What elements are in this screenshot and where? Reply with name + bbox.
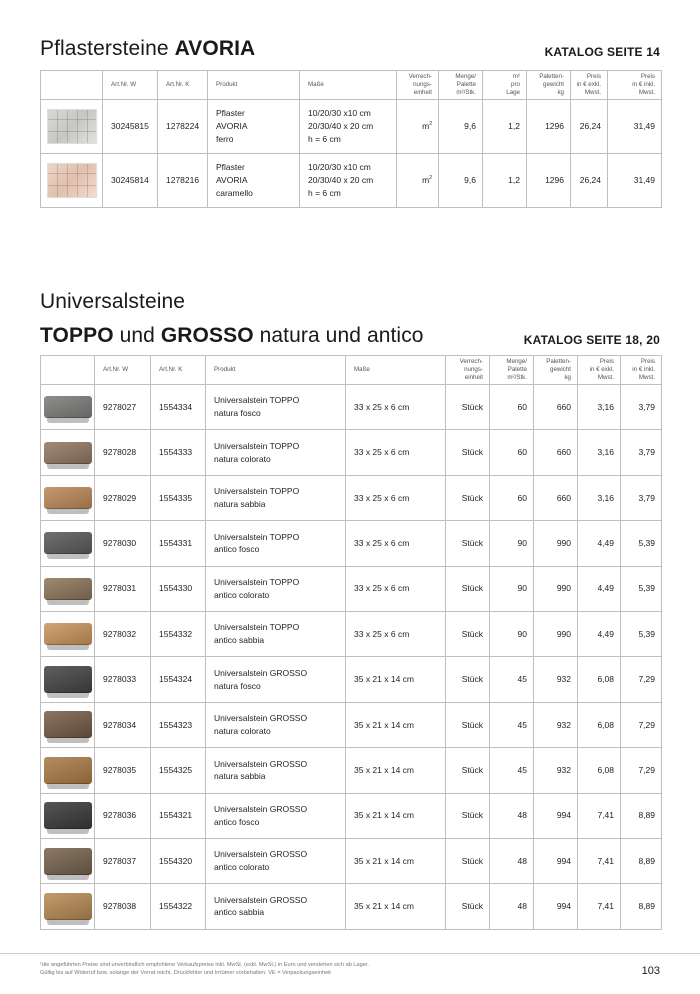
product-image-stone — [44, 666, 92, 693]
section-universalsteine-subtitle: TOPPO und GROSSO natura und antico — [40, 324, 424, 347]
header-einheit: Verrech- nungs- einheit — [446, 356, 490, 385]
produkt-cell: Universalstein TOPPO antico colorato — [206, 566, 346, 611]
table-row — [41, 702, 662, 747]
header-m2-lage: m² pro Lage — [483, 71, 527, 100]
gewicht-cell: 932 — [534, 748, 578, 793]
artnr-w-cell: 9278033 — [95, 657, 151, 702]
einheit-cell: Stück — [446, 748, 490, 793]
menge-cell: 60 — [490, 385, 534, 430]
artnr-w-cell: 9278037 — [95, 838, 151, 883]
masse-cell: 35 x 21 x 14 cm — [346, 748, 446, 793]
gewicht-cell: 660 — [534, 475, 578, 520]
product-image-stone — [44, 802, 92, 829]
masse-cell: 33 x 25 x 6 cm — [346, 611, 446, 656]
produkt-cell: Universalstein GROSSO antico colorato — [206, 838, 346, 883]
gewicht-cell: 994 — [534, 884, 578, 929]
masse-cell: 33 x 25 x 6 cm — [346, 521, 446, 566]
produkt-cell: Universalstein GROSSO natura fosco — [206, 657, 346, 702]
masse-cell: 33 x 25 x 6 cm — [346, 475, 446, 520]
preis-inkl-cell: 3,79 — [621, 430, 662, 475]
table-row — [41, 838, 662, 883]
einheit-cell: Stück — [446, 838, 490, 883]
product-image-avoria-caramello — [47, 163, 97, 198]
table-row — [41, 100, 662, 154]
m2-lage-cell: 1,2 — [483, 100, 527, 154]
preis-inkl-cell: 31,49 — [608, 100, 662, 154]
preis-exkl-cell: 4,49 — [578, 521, 621, 566]
einheit-cell: $m^2$ — [397, 100, 439, 154]
einheit-cell: Stück — [446, 611, 490, 656]
masse-cell: 33 x 25 x 6 cm — [346, 566, 446, 611]
produkt-cell: Pflaster AVORIA ferro — [208, 100, 300, 154]
header-artnr-k: Art.Nr. K — [158, 71, 208, 100]
gewicht-cell: 990 — [534, 611, 578, 656]
artnr-w-cell: 9278029 — [95, 475, 151, 520]
masse-cell: 10/20/30 x10 cm 20/30/40 x 20 cm h = 6 cm — [300, 100, 397, 154]
preis-inkl-cell: 7,29 — [621, 702, 662, 747]
table-row — [41, 657, 662, 702]
preis-inkl-cell: 8,89 — [621, 838, 662, 883]
menge-cell: 90 — [490, 521, 534, 566]
menge-cell: 90 — [490, 566, 534, 611]
product-image-stone — [44, 623, 92, 645]
header-produkt: Produkt — [206, 356, 346, 385]
masse-cell: 35 x 21 x 14 cm — [346, 702, 446, 747]
artnr-w-cell: 9278031 — [95, 566, 151, 611]
preis-inkl-cell: 8,89 — [621, 793, 662, 838]
table-row — [41, 611, 662, 656]
header-menge: Menge/ Palette m²/Stk. — [490, 356, 534, 385]
header-gewicht: Paletten- gewicht kg — [534, 356, 578, 385]
artnr-k-cell: 1554325 — [151, 748, 206, 793]
produkt-cell: Universalstein GROSSO natura colorato — [206, 702, 346, 747]
menge-cell: 45 — [490, 657, 534, 702]
einheit-cell: Stück — [446, 702, 490, 747]
preis-exkl-cell: 7,41 — [578, 884, 621, 929]
menge-cell: 48 — [490, 884, 534, 929]
einheit-cell: Stück — [446, 430, 490, 475]
artnr-w-cell: 9278035 — [95, 748, 151, 793]
product-image-stone — [44, 487, 92, 509]
artnr-k-cell: 1554320 — [151, 838, 206, 883]
product-image-stone — [44, 893, 92, 920]
produkt-cell: Universalstein TOPPO antico fosco — [206, 521, 346, 566]
artnr-k-cell: 1554333 — [151, 430, 206, 475]
produkt-cell: Pflaster AVORIA caramello — [208, 154, 300, 208]
artnr-k-cell: 1554321 — [151, 793, 206, 838]
preis-exkl-cell: 6,08 — [578, 748, 621, 793]
masse-cell: 33 x 25 x 6 cm — [346, 430, 446, 475]
preis-inkl-cell: 3,79 — [621, 475, 662, 520]
preis-inkl-cell: 31,49 — [608, 154, 662, 208]
einheit-cell: Stück — [446, 521, 490, 566]
product-image-stone — [44, 578, 92, 600]
einheit-cell: Stück — [446, 566, 490, 611]
artnr-k-cell: 1554322 — [151, 884, 206, 929]
preis-inkl-cell: 3,79 — [621, 385, 662, 430]
masse-cell: 33 x 25 x 6 cm — [346, 385, 446, 430]
preis-exkl-cell: 26,24 — [571, 154, 608, 208]
preis-exkl-cell: 3,16 — [578, 475, 621, 520]
preis-exkl-cell: 26,24 — [571, 100, 608, 154]
preis-exkl-cell: 3,16 — [578, 385, 621, 430]
table-row — [41, 154, 662, 208]
artnr-k-cell: 1554334 — [151, 385, 206, 430]
header-produkt: Produkt — [208, 71, 300, 100]
artnr-k-cell: 1554332 — [151, 611, 206, 656]
artnr-k-cell: 1554331 — [151, 521, 206, 566]
table-row — [41, 430, 662, 475]
menge-cell: 45 — [490, 702, 534, 747]
masse-cell: 35 x 21 x 14 cm — [346, 838, 446, 883]
preis-exkl-cell: 4,49 — [578, 611, 621, 656]
header-preis-inkl: Preis in € inkl. Mwst. — [608, 71, 662, 100]
artnr-k-cell: 1554330 — [151, 566, 206, 611]
header-masse: Maße — [346, 356, 446, 385]
artnr-w-cell: 9278032 — [95, 611, 151, 656]
header-einheit: Verrech- nungs- einheit — [397, 71, 439, 100]
masse-cell: 35 x 21 x 14 cm — [346, 793, 446, 838]
footer-divider — [0, 953, 700, 954]
product-image-stone — [44, 757, 92, 784]
menge-cell: 9,6 — [439, 154, 483, 208]
preis-inkl-cell: 7,29 — [621, 748, 662, 793]
section-avoria-title: Pflastersteine AVORIA — [40, 37, 256, 60]
header-masse: Maße — [300, 71, 397, 100]
katalog-reference-avoria: KATALOG SEITE 14 — [544, 45, 660, 59]
section-universalsteine-title: Universalsteine — [40, 290, 186, 313]
artnr-w-cell: 30245814 — [103, 154, 158, 208]
product-image-stone — [44, 711, 92, 738]
produkt-cell: Universalstein TOPPO natura fosco — [206, 385, 346, 430]
header-artnr-k: Art.Nr. K — [151, 356, 206, 385]
table-row — [41, 475, 662, 520]
header-gewicht: Paletten- gewicht kg — [527, 71, 571, 100]
preis-inkl-cell: 5,39 — [621, 521, 662, 566]
menge-cell: 48 — [490, 793, 534, 838]
produkt-cell: Universalstein GROSSO antico fosco — [206, 793, 346, 838]
preis-exkl-cell: 6,08 — [578, 657, 621, 702]
preis-exkl-cell: 6,08 — [578, 702, 621, 747]
gewicht-cell: 932 — [534, 702, 578, 747]
page-number: 103 — [641, 965, 660, 977]
einheit-cell: Stück — [446, 385, 490, 430]
header-artnr-w: Art.Nr. W — [95, 356, 151, 385]
produkt-cell: Universalstein TOPPO antico sabbia — [206, 611, 346, 656]
einheit-cell: Stück — [446, 793, 490, 838]
preis-inkl-cell: 5,39 — [621, 611, 662, 656]
produkt-cell: Universalstein GROSSO natura sabbia — [206, 748, 346, 793]
gewicht-cell: 994 — [534, 838, 578, 883]
menge-cell: 9,6 — [439, 100, 483, 154]
gewicht-cell: 660 — [534, 385, 578, 430]
m2-lage-cell: 1,2 — [483, 154, 527, 208]
produkt-cell: Universalstein GROSSO antico sabbia — [206, 884, 346, 929]
preis-exkl-cell: 7,41 — [578, 838, 621, 883]
artnr-w-cell: 9278030 — [95, 521, 151, 566]
masse-cell: 10/20/30 x10 cm 20/30/40 x 20 cm h = 6 cm — [300, 154, 397, 208]
produkt-cell: Universalstein TOPPO natura colorato — [206, 430, 346, 475]
artnr-k-cell: 1554324 — [151, 657, 206, 702]
preis-exkl-cell: 3,16 — [578, 430, 621, 475]
einheit-cell: $m^2$ — [397, 154, 439, 208]
masse-cell: 35 x 21 x 14 cm — [346, 657, 446, 702]
universalsteine-table — [40, 355, 662, 930]
header-preis-inkl: Preis in € inkl. Mwst. — [621, 356, 662, 385]
gewicht-cell: 990 — [534, 521, 578, 566]
product-image-avoria-ferro — [47, 109, 97, 144]
preis-exkl-cell: 7,41 — [578, 793, 621, 838]
artnr-w-cell: 9278038 — [95, 884, 151, 929]
menge-cell: 60 — [490, 430, 534, 475]
header-preis-exkl: Preis in € exkl. Mwst. — [571, 71, 608, 100]
table-row — [41, 793, 662, 838]
gewicht-cell: 1296 — [527, 154, 571, 208]
artnr-w-cell: 9278036 — [95, 793, 151, 838]
table-header-row — [41, 71, 662, 100]
header-preis-exkl: Preis in € exkl. Mwst. — [578, 356, 621, 385]
footnote: ¹die angeführten Preise sind unverbindlich empfohlene Verkaufspreise inkl. MwSt. (exkl. MwSt.) in Euro und verstehen sich ab Lager. Gültig bis auf Widerruf bzw. solange der Vorrat reicht. Druckfehler und Irrtümer vorbehalten. VE = Verpackungseinheit — [40, 962, 369, 977]
gewicht-cell: 932 — [534, 657, 578, 702]
product-image-stone — [44, 532, 92, 554]
preis-exkl-cell: 4,49 — [578, 566, 621, 611]
artnr-w-cell: 9278028 — [95, 430, 151, 475]
produkt-cell: Universalstein TOPPO natura sabbia — [206, 475, 346, 520]
preis-inkl-cell: 7,29 — [621, 657, 662, 702]
artnr-w-cell: 9278027 — [95, 385, 151, 430]
menge-cell: 45 — [490, 748, 534, 793]
product-image-stone — [44, 848, 92, 875]
gewicht-cell: 994 — [534, 793, 578, 838]
preis-inkl-cell: 8,89 — [621, 884, 662, 929]
section-universalsteine-header — [40, 290, 660, 348]
gewicht-cell: 990 — [534, 566, 578, 611]
masse-cell: 35 x 21 x 14 cm — [346, 884, 446, 929]
artnr-k-cell: 1554323 — [151, 702, 206, 747]
product-image-stone — [44, 396, 92, 418]
artnr-w-cell: 30245815 — [103, 100, 158, 154]
header-artnr-w: Art.Nr. W — [103, 71, 158, 100]
table-row — [41, 884, 662, 929]
artnr-k-cell: 1278216 — [158, 154, 208, 208]
preis-inkl-cell: 5,39 — [621, 566, 662, 611]
avoria-table — [40, 70, 662, 208]
einheit-cell: Stück — [446, 884, 490, 929]
table-header-row — [41, 356, 662, 385]
gewicht-cell: 660 — [534, 430, 578, 475]
einheit-cell: Stück — [446, 657, 490, 702]
menge-cell: 48 — [490, 838, 534, 883]
table-row — [41, 385, 662, 430]
table-row — [41, 521, 662, 566]
gewicht-cell: 1296 — [527, 100, 571, 154]
section-avoria-header — [40, 37, 660, 61]
katalog-reference-universalsteine: KATALOG SEITE 18, 20 — [523, 333, 660, 347]
einheit-cell: Stück — [446, 475, 490, 520]
product-image-stone — [44, 442, 92, 464]
artnr-k-cell: 1554335 — [151, 475, 206, 520]
artnr-w-cell: 9278034 — [95, 702, 151, 747]
menge-cell: 90 — [490, 611, 534, 656]
table-row — [41, 748, 662, 793]
header-menge: Menge/ Palette m²/Stk. — [439, 71, 483, 100]
menge-cell: 60 — [490, 475, 534, 520]
table-row — [41, 566, 662, 611]
artnr-k-cell: 1278224 — [158, 100, 208, 154]
